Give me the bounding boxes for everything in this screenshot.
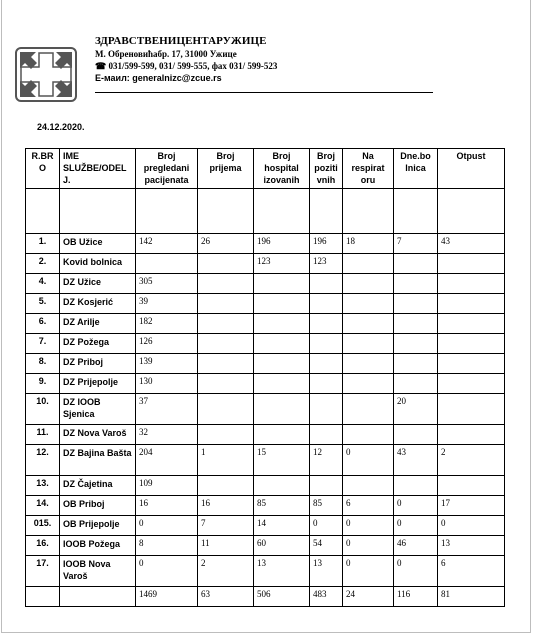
- row-number: 8.: [26, 354, 60, 374]
- table-cell: 18: [343, 234, 394, 254]
- table-cell: [394, 374, 438, 394]
- column-header: Otpust: [438, 149, 505, 189]
- facility-name: DZ Prijepolje: [60, 374, 136, 394]
- table-row: [26, 234, 505, 254]
- column-header: Dne.bo lnica: [394, 149, 438, 189]
- table-cell: [310, 354, 343, 374]
- table-cell: [394, 425, 438, 445]
- row-number: 5.: [26, 294, 60, 314]
- table-cell: 2: [438, 445, 505, 476]
- table-cell: 130: [136, 374, 198, 394]
- total-cell: 116: [394, 587, 438, 607]
- table-cell: 126: [136, 334, 198, 354]
- table-cell: [343, 294, 394, 314]
- table-cell: [310, 476, 343, 496]
- table-cell: [438, 354, 505, 374]
- table-cell: [198, 476, 254, 496]
- table-cell: 305: [136, 274, 198, 294]
- table-cell: 46: [394, 536, 438, 556]
- table-cell: [254, 274, 310, 294]
- table-cell: [198, 254, 254, 274]
- table-cell: 85: [254, 496, 310, 516]
- table-cell: 12: [310, 445, 343, 476]
- row-number: 9.: [26, 374, 60, 394]
- table-cell: [343, 476, 394, 496]
- table-cell: 0: [310, 516, 343, 536]
- table-row: [26, 294, 505, 314]
- table-cell: 0: [343, 556, 394, 587]
- column-header: Broj prijema: [198, 149, 254, 189]
- table-cell: 37: [136, 394, 198, 425]
- header-rule: [95, 92, 433, 93]
- table-cell: 196: [254, 234, 310, 254]
- organization-name: ЗДРАВСТВЕНИЦЕНТАРУЖИЦЕ: [95, 35, 267, 47]
- table-cell: [394, 476, 438, 496]
- table-row: [26, 496, 505, 516]
- table-cell: [310, 294, 343, 314]
- table-cell: 43: [394, 445, 438, 476]
- table-cell: 32: [136, 425, 198, 445]
- table-cell: 7: [198, 516, 254, 536]
- facility-name: IOOB Požega: [60, 536, 136, 556]
- table-row: [26, 476, 505, 496]
- table-cell: [198, 425, 254, 445]
- facility-name: IOOB Nova Varoš: [60, 556, 136, 587]
- row-number: 11.: [26, 425, 60, 445]
- column-header: Na respirat oru: [343, 149, 394, 189]
- facility-name: OB Prijepolje: [60, 516, 136, 536]
- table-cell: 13: [254, 556, 310, 587]
- table-row: [26, 556, 505, 587]
- table-row: [26, 354, 505, 374]
- table-cell: [343, 334, 394, 354]
- table-cell: 60: [254, 536, 310, 556]
- table-cell: 14: [254, 516, 310, 536]
- table-cell: [394, 334, 438, 354]
- table-cell: [254, 425, 310, 445]
- table-cell: 39: [136, 294, 198, 314]
- column-header: IME SLUŽBE/ODEL J.: [60, 149, 136, 189]
- table-header-row: [26, 149, 505, 189]
- table-row: [26, 536, 505, 556]
- table-cell: [198, 314, 254, 334]
- row-number: 12.: [26, 445, 60, 476]
- total-cell: 506: [254, 587, 310, 607]
- table-cell: [254, 314, 310, 334]
- table-cell: [438, 314, 505, 334]
- facility-name: DZ Požega: [60, 334, 136, 354]
- table-cell: [254, 476, 310, 496]
- table-cell: [310, 334, 343, 354]
- table-spacer-row: [26, 189, 505, 234]
- table-cell: [394, 274, 438, 294]
- row-number: 14.: [26, 496, 60, 516]
- table-cell: [343, 274, 394, 294]
- table-cell: 0: [438, 516, 505, 536]
- table-cell: [254, 394, 310, 425]
- table-cell: 8: [136, 536, 198, 556]
- table-cell: [343, 314, 394, 334]
- table-cell: [394, 354, 438, 374]
- row-number: 4.: [26, 274, 60, 294]
- table-cell: 6: [343, 496, 394, 516]
- column-header: Broj poziti vnih: [310, 149, 343, 189]
- facility-name: DZ IOOB Sjenica: [60, 394, 136, 425]
- table-cell: [438, 254, 505, 274]
- table-cell: 182: [136, 314, 198, 334]
- organization-email: Е-маил: generalnizc@zcue.rs: [95, 73, 222, 83]
- row-number: 2.: [26, 254, 60, 274]
- table-cell: [198, 294, 254, 314]
- row-number: 13.: [26, 476, 60, 496]
- totals-row: [26, 587, 505, 607]
- facility-name: DZ Užice: [60, 274, 136, 294]
- facility-name: OB Priboj: [60, 496, 136, 516]
- table-cell: [310, 394, 343, 425]
- table-cell: [438, 274, 505, 294]
- table-row: [26, 374, 505, 394]
- table-cell: 0: [394, 556, 438, 587]
- table-cell: [198, 374, 254, 394]
- table-cell: 0: [136, 516, 198, 536]
- table-cell: [310, 314, 343, 334]
- table-row: [26, 254, 505, 274]
- table-cell: [198, 334, 254, 354]
- table-cell: 54: [310, 536, 343, 556]
- organization-phones: ☎ 031/599-599, 031/ 599-555, фах 031/ 599-523: [95, 61, 278, 71]
- table-row: [26, 274, 505, 294]
- table-cell: 17: [438, 496, 505, 516]
- table-cell: [343, 254, 394, 274]
- table-cell: 142: [136, 234, 198, 254]
- table-row: [26, 314, 505, 334]
- table-cell: 16: [136, 496, 198, 516]
- organization-address: М. Обреновићабр. 17, 31000 Ужице: [95, 49, 237, 59]
- table-cell: 15: [254, 445, 310, 476]
- table-cell: [136, 254, 198, 274]
- table-cell: 20: [394, 394, 438, 425]
- table-cell: 16: [198, 496, 254, 516]
- table-cell: 43: [438, 234, 505, 254]
- total-cell: 24: [343, 587, 394, 607]
- table-row: [26, 445, 505, 476]
- total-cell: 81: [438, 587, 505, 607]
- facility-name: DZ Priboj: [60, 354, 136, 374]
- row-number: 17.: [26, 556, 60, 587]
- table-cell: [343, 374, 394, 394]
- row-number: 10.: [26, 394, 60, 425]
- total-cell: 483: [310, 587, 343, 607]
- table-cell: [394, 294, 438, 314]
- letterhead: [95, 35, 435, 85]
- table-cell: [343, 394, 394, 425]
- table-cell: 13: [438, 536, 505, 556]
- table-cell: [438, 394, 505, 425]
- table-cell: 196: [310, 234, 343, 254]
- table-cell: [198, 394, 254, 425]
- table-cell: [394, 254, 438, 274]
- table-cell: [343, 354, 394, 374]
- table-cell: 123: [310, 254, 343, 274]
- table-cell: [438, 294, 505, 314]
- column-header: R.BR O: [26, 149, 60, 189]
- logo: [15, 47, 77, 102]
- table-row: [26, 425, 505, 445]
- table-body: [26, 189, 505, 607]
- table-cell: [310, 374, 343, 394]
- facility-name: DZ Arilje: [60, 314, 136, 334]
- table-cell: [310, 274, 343, 294]
- table-cell: 0: [343, 445, 394, 476]
- table-cell: 0: [394, 516, 438, 536]
- facility-name: OB Užice: [60, 234, 136, 254]
- facility-name: DZ Bajina Bašta: [60, 445, 136, 476]
- report-date: 24.12.2020.: [37, 122, 85, 132]
- table-row: [26, 334, 505, 354]
- facility-name: Kovid bolnica: [60, 254, 136, 274]
- column-header: Broj pregledani pacijenata: [136, 149, 198, 189]
- table-cell: 13: [310, 556, 343, 587]
- hospital-stats-table: [25, 148, 505, 607]
- table-cell: [394, 314, 438, 334]
- column-header: Broj hospital izovanih: [254, 149, 310, 189]
- table-cell: 26: [198, 234, 254, 254]
- table-cell: 0: [394, 496, 438, 516]
- facility-name: DZ Nova Varoš: [60, 425, 136, 445]
- table-cell: [198, 354, 254, 374]
- table-cell: 7: [394, 234, 438, 254]
- table-cell: 85: [310, 496, 343, 516]
- table-cell: 204: [136, 445, 198, 476]
- table-cell: 123: [254, 254, 310, 274]
- row-number: 015.: [26, 516, 60, 536]
- table-cell: 109: [136, 476, 198, 496]
- table-cell: [254, 294, 310, 314]
- table-cell: [438, 374, 505, 394]
- table-cell: 0: [343, 516, 394, 536]
- table-cell: 1: [198, 445, 254, 476]
- table-cell: 6: [438, 556, 505, 587]
- facility-name: DZ Čajetina: [60, 476, 136, 496]
- row-number: 16.: [26, 536, 60, 556]
- table-cell: 11: [198, 536, 254, 556]
- table-cell: [438, 334, 505, 354]
- table-cell: 0: [343, 536, 394, 556]
- row-number: 6.: [26, 314, 60, 334]
- table-cell: [254, 374, 310, 394]
- facility-name: DZ Kosjerić: [60, 294, 136, 314]
- table-cell: [438, 425, 505, 445]
- row-number: 1.: [26, 234, 60, 254]
- total-cell: 63: [198, 587, 254, 607]
- table-cell: [438, 476, 505, 496]
- table-cell: [343, 425, 394, 445]
- cross-with-inward-arrows-icon: [15, 47, 77, 102]
- table-row: [26, 516, 505, 536]
- table-cell: [254, 354, 310, 374]
- table-row: [26, 394, 505, 425]
- row-number: 7.: [26, 334, 60, 354]
- table-cell: [254, 334, 310, 354]
- table-cell: 0: [136, 556, 198, 587]
- table-cell: 2: [198, 556, 254, 587]
- table-cell: [198, 274, 254, 294]
- table-cell: 139: [136, 354, 198, 374]
- table-cell: [310, 425, 343, 445]
- total-cell: 1469: [136, 587, 198, 607]
